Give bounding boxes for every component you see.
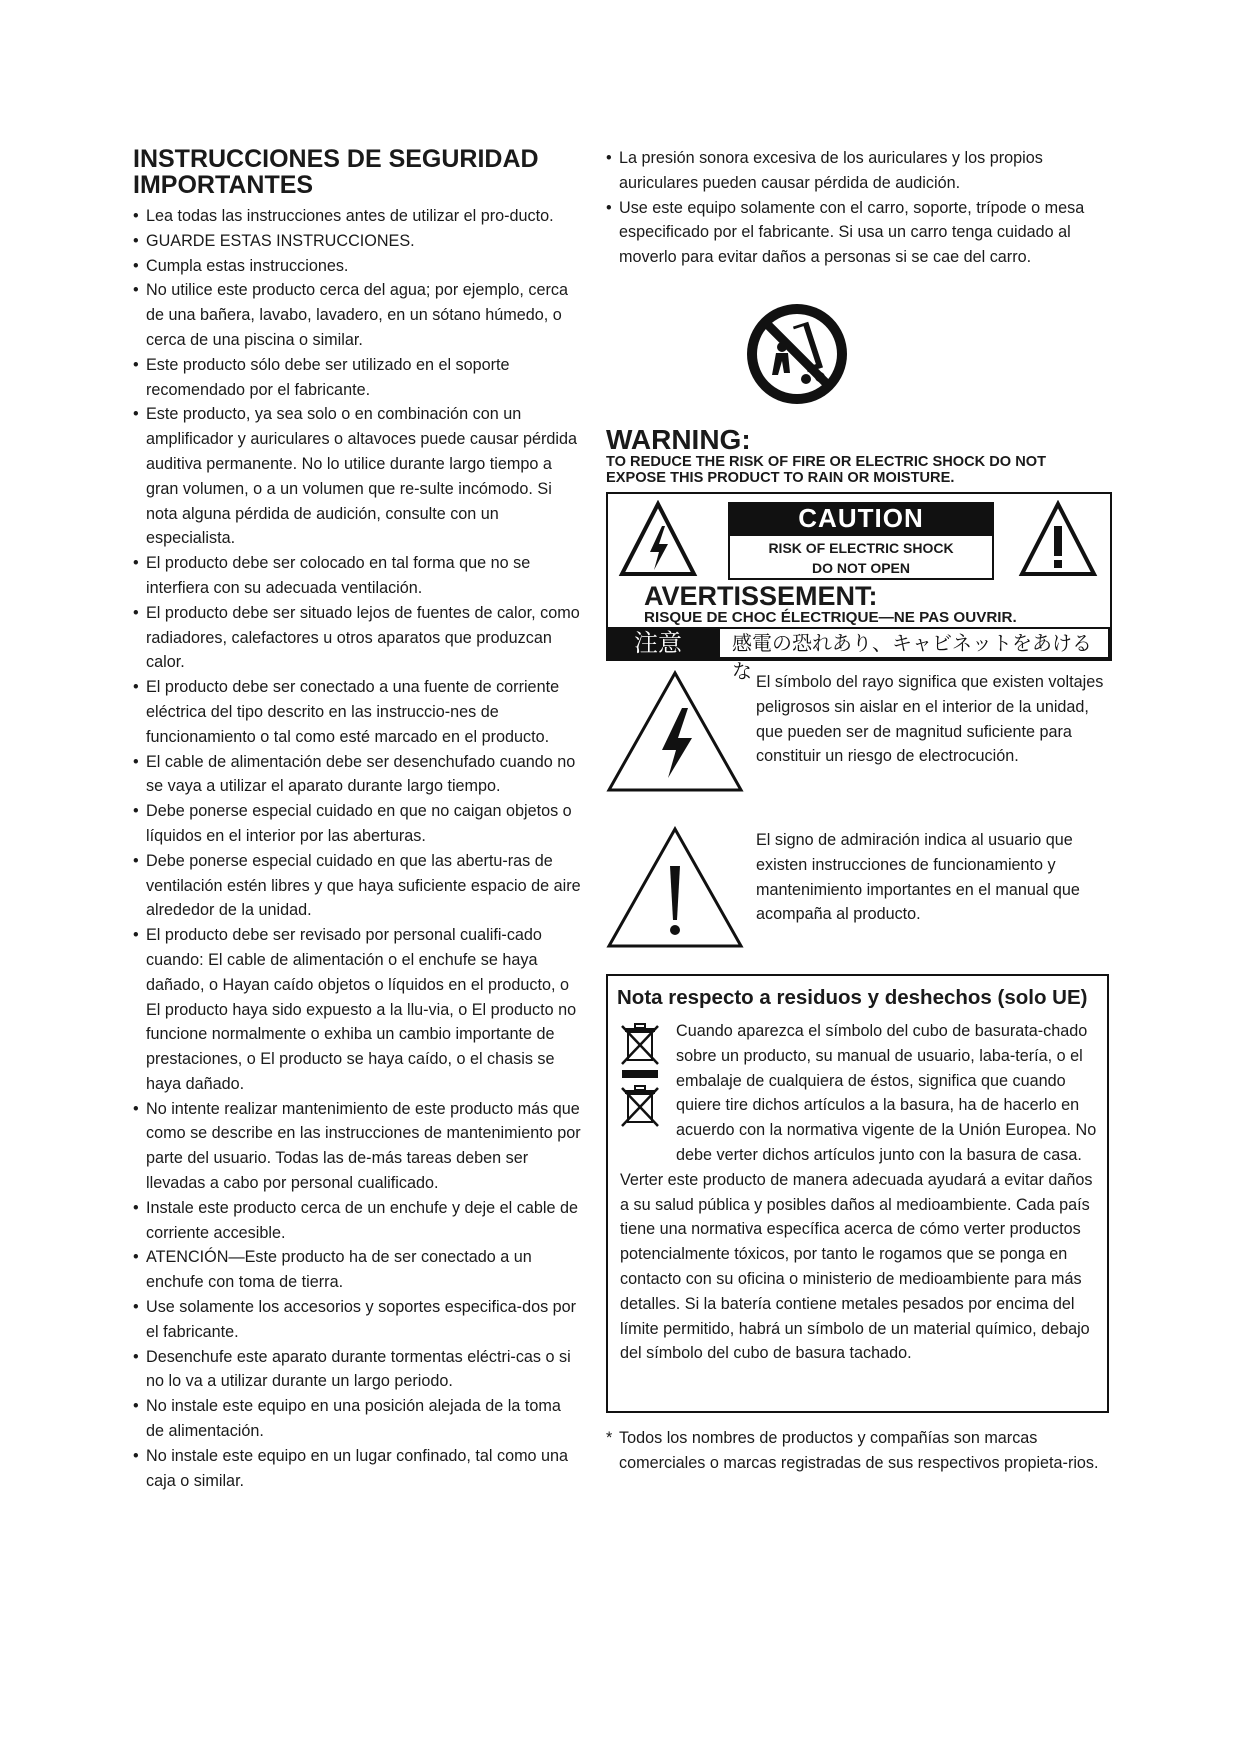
avertissement-title: AVERTISSEMENT: <box>644 581 878 611</box>
list-item: • No utilice este producto cerca del agua; por ejemplo, cerca de una bañera, lavabo, lavadero, en un sótano húmedo, o cerca de una piscina o similar. <box>133 278 581 352</box>
exclamation-warning-icon <box>1018 500 1098 585</box>
list-item: • El producto debe ser colocado en tal forma que no se interfiera con su adecuada ventilación. <box>133 551 581 601</box>
list-item: • Cumpla estas instrucciones. <box>133 254 581 279</box>
list-item: • El producto debe ser situado lejos de fuentes de calor, como radiadores, calefactores u otros aparatos que produzcan calor. <box>133 601 581 675</box>
eu-disposal-text: Cuando aparezca el símbolo del cubo de basurata-chado sobre un producto, su manual de usuario, laba-tería, o el embalaje de cualquiera de éstos, significa que cuando quiere tire dichos artículos a la basura, ha de hacerlo en acuerdo con la normativa vigente de la Unión Europea. No debe verter dichos artículos junto con la basura de casa. Verter este producto de manera adecuada ayudará a evitar daños a su salud pública y posibles daños al medioambiente. Cada país tiene una normativa específica acerca de cómo verter productos potencialmente tóxicos, por tanto le rogamos que se ponga en contacto con su oficina o ministerio de medioambiente para más detalles. Si la batería contiene metales pesados por encima del límite permitido, habrá un símbolo de un material químico, debajo del símbolo del cubo de basura tachado. <box>620 1022 1097 1363</box>
list-item: • GUARDE ESTAS INSTRUCCIONES. <box>133 229 581 254</box>
warning-title: WARNING: <box>606 424 751 455</box>
list-item: • Este producto, ya sea solo o en combinación con un amplificador y auriculares o altavoces puede causar pérdida auditiva permanente. No lo utilice durante largo tiempo a gran volumen, o a un volumen que re-sulte incómodo. Si nota alguna pérdida de audición, consulte con un especialista. <box>133 402 581 551</box>
exclamation-symbol-text: El signo de admiración indica al usuario que existen instrucciones de funcionamiento y mantenimiento importantes en el manual que acompaña al producto. <box>756 831 1080 924</box>
list-item: • Debe ponerse especial cuidado en que no caigan objetos o líquidos en el interior por las aberturas. <box>133 799 581 849</box>
warning-text-line2: EXPOSE THIS PRODUCT TO RAIN OR MOISTURE. <box>606 470 955 486</box>
right-column <box>606 146 1111 1472</box>
lightning-symbol-text: El símbolo del rayo significa que existen voltajes peligrosos sin aislar en el interior de la unidad, que pueden ser de magnitud suficiente para constituir un riesgo de electrocución. <box>756 673 1104 766</box>
trademark-footnote <box>606 1426 1111 1476</box>
list-item: • Use este equipo solamente con el carro, soporte, trípode o mesa especificado por el fabricante. Si usa un carro tenga cuidado al moverlo para evitar daños a personas si se cae del carro. <box>606 196 1111 270</box>
list-item: • Lea todas las instrucciones antes de utilizar el pro-ducto. <box>133 204 581 229</box>
page-title <box>133 146 581 198</box>
caution-risk-line1: RISK OF ELECTRIC SHOCK <box>768 540 954 556</box>
list-item: • El producto debe ser revisado por personal cualifi-cado cuando: El cable de alimentación o el enchufe se haya dañado, o Hayan caído objetos o líquidos en el producto, o El producto haya sido expuesto a la llu-via, o El producto no funcione normalmente o exhiba un cambio importante de prestaciones, o El producto se haya caído, o el chasis se haya dañado. <box>133 923 581 1097</box>
left-column <box>133 146 581 1493</box>
list-item: • No instale este equipo en una posición alejada de la toma de alimentación. <box>133 1394 581 1444</box>
exclamation-triangle-icon <box>606 826 744 955</box>
list-item: • Debe ponerse especial cuidado en que las abertu-ras de ventilación estén libres y que haya suficiente espacio de aire alrededor de la unidad. <box>133 849 581 923</box>
list-item: • ATENCIÓN—Este producto ha de ser conectado a un enchufe con toma de tierra. <box>133 1245 581 1295</box>
warning-text <box>606 454 1116 486</box>
list-item: • El cable de alimentación debe ser desenchufado cuando no se vaya a utilizar el aparato durante largo tiempo. <box>133 750 581 800</box>
caution-risk-text <box>728 534 994 580</box>
japanese-caution-bar <box>608 627 1110 683</box>
eu-disposal-title: Nota respecto a residuos y deshechos (solo UE) <box>617 986 1088 1009</box>
footnote-star: * <box>606 1429 613 1447</box>
list-item: • Instale este producto cerca de un enchufe y deje el cable de corriente accesible. <box>133 1196 581 1246</box>
list-item: • Este producto sólo debe ser utilizado en el soporte recomendado por el fabricante. <box>133 353 581 403</box>
safety-instructions-list <box>133 204 581 1493</box>
list-item: • El producto debe ser conectado a una fuente de corriente eléctrica del tipo descrito en las instruccio-nes de funcionamiento o tal como esté marcado en el producto. <box>133 675 581 749</box>
caution-label-box <box>606 492 1112 683</box>
lightning-warning-icon <box>618 500 698 585</box>
list-item: • La presión sonora excesiva de los auriculares y los propios auriculares pueden causar pérdida de audición. <box>606 146 1111 196</box>
eu-disposal-paragraph <box>620 1019 1105 1366</box>
right-instructions-list <box>606 146 1111 270</box>
list-item: • Use solamente los accesorios y soportes especifica-dos por el fabricante. <box>133 1295 581 1345</box>
lightning-triangle-icon <box>606 670 744 799</box>
page-title-line1: INSTRUCCIONES DE SEGURIDAD <box>133 145 539 173</box>
warning-text-line1: TO REDUCE THE RISK OF FIRE OR ELECTRIC SHOCK DO NOT <box>606 454 1046 470</box>
caution-risk-line2: DO NOT OPEN <box>811 560 910 576</box>
footnote-text: Todos los nombres de productos y compañías son marcas comerciales o marcas registradas de sus respectivos propieta-rios. <box>619 1429 1099 1472</box>
list-item: • No instale este equipo en un lugar confinado, tal como una caja o similar. <box>133 1444 581 1494</box>
list-item: • Desenchufe este aparato durante tormentas eléctri-cas o si no lo va a utilizar durante un largo periodo. <box>133 1345 581 1395</box>
icon-float-space <box>620 1019 676 1167</box>
caution-label: CAUTION <box>728 502 994 534</box>
cart-warning-icon <box>746 303 848 405</box>
page-title-line2: IMPORTANTES <box>133 171 314 199</box>
avertissement-text: RISQUE DE CHOC ÉLECTRIQUE—NE PAS OUVRIR. <box>644 609 1017 626</box>
list-item: • No intente realizar mantenimiento de este producto más que como se describe en las instrucciones de mantenimiento por parte del usuario. Todas las de-más tareas deben ser llevadas a cabo por personal cualificado. <box>133 1097 581 1196</box>
eu-disposal-note-box <box>606 974 1109 1413</box>
japanese-caution-label: 注意 <box>634 629 682 657</box>
japanese-caution-text: 感電の恐れあり、キャビネットをあけるな <box>720 629 1108 657</box>
